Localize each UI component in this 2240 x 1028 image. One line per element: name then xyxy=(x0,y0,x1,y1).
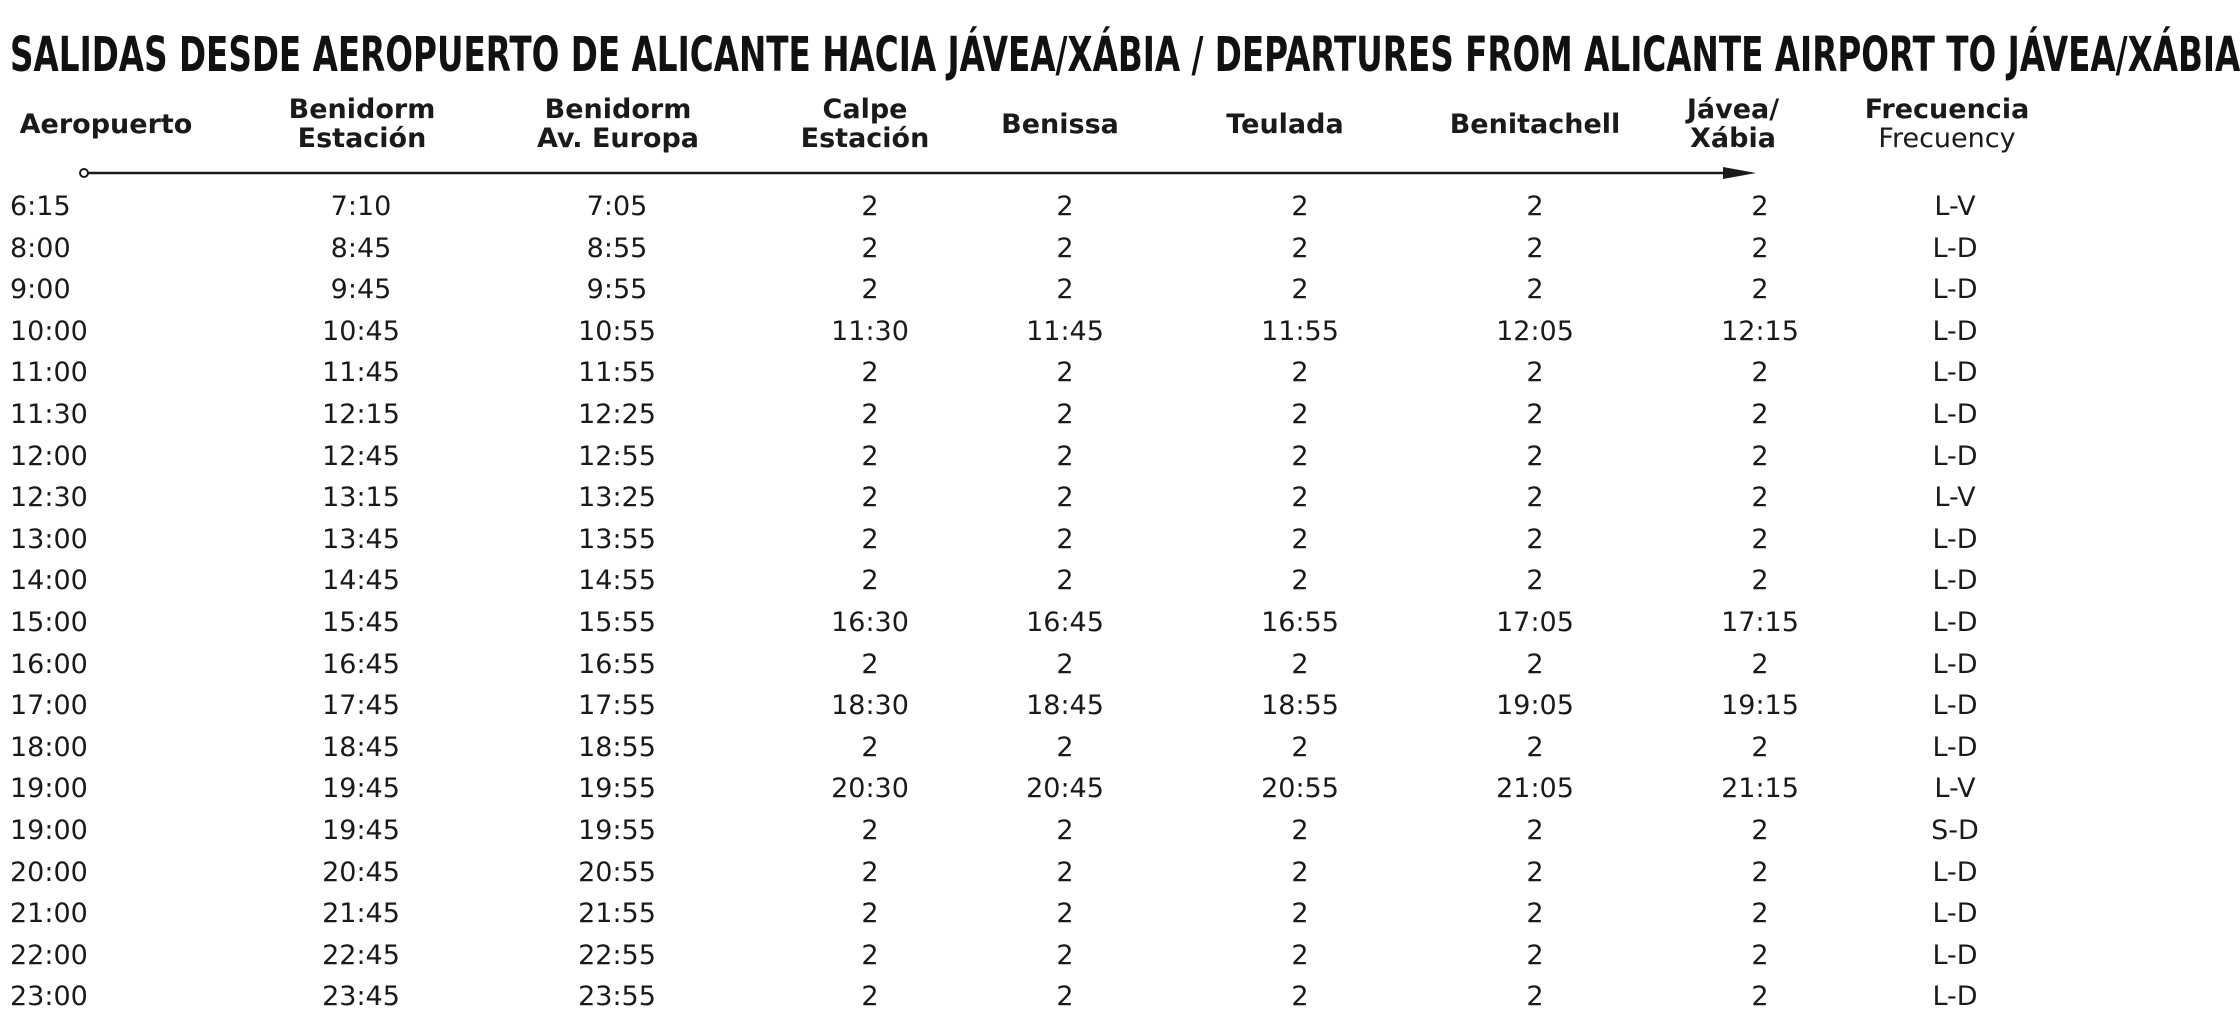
cell-benissa: 2 xyxy=(1056,981,1074,1013)
cell-benidorm-av-europa: 19:55 xyxy=(578,814,656,846)
cell-javea-xabia: 2 xyxy=(1751,565,1769,597)
table-row xyxy=(0,976,2048,1018)
cell-calpe-estacion: 2 xyxy=(861,856,879,888)
cell-benidorm-estacion: 19:45 xyxy=(322,814,400,846)
cell-benidorm-estacion: 13:45 xyxy=(322,523,400,555)
cell-benitachell: 2 xyxy=(1526,357,1544,389)
cell-benitachell: 12:05 xyxy=(1496,315,1574,347)
cell-calpe-estacion: 2 xyxy=(861,191,879,222)
cell-benidorm-av-europa: 9:55 xyxy=(586,274,648,306)
header-frecuencia-line1: Frecuencia xyxy=(1864,94,2030,125)
cell-benidorm-av-europa: 23:55 xyxy=(578,981,656,1013)
cell-teulada: 2 xyxy=(1291,856,1309,888)
cell-benidorm-av-europa: 13:55 xyxy=(578,523,656,555)
cell-benitachell: 2 xyxy=(1526,232,1544,264)
cell-benidorm-av-europa: 12:55 xyxy=(578,440,656,472)
cell-benitachell: 2 xyxy=(1526,939,1544,971)
cell-calpe-estacion: 20:30 xyxy=(831,773,909,805)
cell-benissa: 2 xyxy=(1056,939,1074,971)
cell-javea-xabia: 21:15 xyxy=(1721,773,1799,805)
cell-frecuencia: L-V xyxy=(1934,482,1976,514)
cell-benidorm-estacion: 15:45 xyxy=(322,606,400,638)
cell-javea-xabia: 2 xyxy=(1751,191,1769,222)
cell-frecuencia: L-D xyxy=(1932,232,1978,264)
cell-benidorm-estacion: 18:45 xyxy=(322,731,400,763)
cell-frecuencia: L-D xyxy=(1932,981,1978,1013)
cell-teulada: 2 xyxy=(1291,565,1309,597)
cell-aeropuerto: 16:00 xyxy=(10,648,88,680)
cell-benissa: 2 xyxy=(1056,274,1074,306)
cell-benitachell: 2 xyxy=(1526,814,1544,846)
cell-frecuencia: L-D xyxy=(1932,856,1978,888)
cell-frecuencia: L-D xyxy=(1932,440,1978,472)
cell-teulada: 2 xyxy=(1291,232,1309,264)
header-javea-xabia-line1: Jávea/ xyxy=(1686,94,1780,125)
cell-benidorm-av-europa: 10:55 xyxy=(578,315,656,347)
table-row xyxy=(0,352,2048,394)
cell-benissa: 2 xyxy=(1056,357,1074,389)
cell-frecuencia: L-D xyxy=(1932,357,1978,389)
cell-benidorm-estacion: 14:45 xyxy=(322,565,400,597)
cell-benitachell: 2 xyxy=(1526,398,1544,430)
cell-teulada: 2 xyxy=(1291,357,1309,389)
header-calpe-estacion xyxy=(780,92,950,156)
cell-aeropuerto: 12:30 xyxy=(10,482,88,514)
header-benitachell xyxy=(1420,92,1650,156)
cell-javea-xabia: 17:15 xyxy=(1721,606,1799,638)
cell-teulada: 2 xyxy=(1291,191,1309,222)
cell-benidorm-av-europa: 19:55 xyxy=(578,773,656,805)
cell-benissa: 2 xyxy=(1056,731,1074,763)
cell-aeropuerto: 12:00 xyxy=(10,440,88,472)
cell-aeropuerto: 19:00 xyxy=(10,814,88,846)
table-row xyxy=(0,394,2048,436)
cell-benissa: 18:45 xyxy=(1026,690,1104,722)
cell-calpe-estacion: 2 xyxy=(861,357,879,389)
cell-benidorm-av-europa: 12:25 xyxy=(578,398,656,430)
cell-javea-xabia: 2 xyxy=(1751,523,1769,555)
cell-benitachell: 2 xyxy=(1526,191,1544,222)
cell-calpe-estacion: 2 xyxy=(861,523,879,555)
cell-javea-xabia: 2 xyxy=(1751,731,1769,763)
header-benissa-line1: Benissa xyxy=(1001,108,1119,140)
cell-benidorm-av-europa: 20:55 xyxy=(578,856,656,888)
header-aeropuerto xyxy=(8,92,204,156)
header-benidorm-av-europa-line1: Benidorm xyxy=(544,94,692,125)
cell-benitachell: 2 xyxy=(1526,856,1544,888)
cell-javea-xabia: 2 xyxy=(1751,232,1769,264)
cell-calpe-estacion: 2 xyxy=(861,648,879,680)
cell-calpe-estacion: 16:30 xyxy=(831,606,909,638)
cell-benidorm-estacion: 12:15 xyxy=(322,398,400,430)
timetable-body xyxy=(0,186,2048,1018)
table-row xyxy=(0,311,2048,353)
cell-benidorm-estacion: 10:45 xyxy=(322,315,400,347)
cell-aeropuerto: 9:00 xyxy=(10,274,71,306)
table-row xyxy=(0,685,2048,727)
cell-benidorm-estacion: 11:45 xyxy=(322,357,400,389)
cell-teulada: 2 xyxy=(1291,898,1309,930)
table-row xyxy=(0,436,2048,478)
table-row xyxy=(0,228,2048,270)
cell-teulada: 2 xyxy=(1291,482,1309,514)
cell-frecuencia: L-D xyxy=(1932,731,1978,763)
cell-benidorm-estacion: 22:45 xyxy=(322,939,400,971)
cell-javea-xabia: 2 xyxy=(1751,981,1769,1013)
cell-aeropuerto: 13:00 xyxy=(10,523,88,555)
cell-calpe-estacion: 2 xyxy=(861,939,879,971)
cell-aeropuerto: 15:00 xyxy=(10,606,88,638)
cell-benitachell: 2 xyxy=(1526,523,1544,555)
cell-aeropuerto: 11:00 xyxy=(10,357,88,389)
table-row xyxy=(0,519,2048,561)
cell-benissa: 2 xyxy=(1056,565,1074,597)
cell-calpe-estacion: 2 xyxy=(861,731,879,763)
header-benidorm-estacion xyxy=(262,92,462,156)
cell-aeropuerto: 17:00 xyxy=(10,690,88,722)
cell-teulada: 2 xyxy=(1291,523,1309,555)
header-benidorm-av-europa-line2: Av. Europa xyxy=(536,123,700,154)
cell-benidorm-estacion: 12:45 xyxy=(322,440,400,472)
cell-benissa: 2 xyxy=(1056,398,1074,430)
cell-aeropuerto: 20:00 xyxy=(10,856,88,888)
cell-aeropuerto: 11:30 xyxy=(10,398,88,430)
cell-benitachell: 2 xyxy=(1526,440,1544,472)
cell-javea-xabia: 2 xyxy=(1751,856,1769,888)
table-row xyxy=(0,644,2048,686)
cell-benidorm-av-europa: 16:55 xyxy=(578,648,656,680)
cell-frecuencia: L-D xyxy=(1932,274,1978,306)
cell-teulada: 2 xyxy=(1291,731,1309,763)
cell-teulada: 18:55 xyxy=(1261,690,1339,722)
cell-frecuencia: L-D xyxy=(1932,315,1978,347)
cell-frecuencia: L-D xyxy=(1932,898,1978,930)
cell-aeropuerto: 8:00 xyxy=(10,232,71,264)
cell-frecuencia: L-D xyxy=(1932,565,1978,597)
cell-benissa: 20:45 xyxy=(1026,773,1104,805)
header-calpe-estacion-line1: Calpe xyxy=(822,94,908,125)
cell-benissa: 11:45 xyxy=(1026,315,1104,347)
cell-teulada: 11:55 xyxy=(1261,315,1339,347)
cell-javea-xabia: 2 xyxy=(1751,482,1769,514)
cell-teulada: 2 xyxy=(1291,398,1309,430)
cell-javea-xabia: 2 xyxy=(1751,898,1769,930)
cell-aeropuerto: 10:00 xyxy=(10,315,88,347)
cell-teulada: 2 xyxy=(1291,939,1309,971)
cell-benidorm-av-europa: 7:05 xyxy=(586,191,648,222)
header-frecuencia xyxy=(1850,92,2044,156)
cell-benidorm-estacion: 7:10 xyxy=(330,191,392,222)
cell-benidorm-av-europa: 21:55 xyxy=(578,898,656,930)
header-teulada-line1: Teulada xyxy=(1226,108,1344,140)
header-javea-xabia-line2: Xábia xyxy=(1690,123,1776,154)
cell-aeropuerto: 6:15 xyxy=(10,191,71,222)
cell-benissa: 2 xyxy=(1056,856,1074,888)
table-row xyxy=(0,852,2048,894)
cell-benitachell: 19:05 xyxy=(1496,690,1574,722)
table-row xyxy=(0,810,2048,852)
table-row xyxy=(0,269,2048,311)
cell-benissa: 16:45 xyxy=(1026,606,1104,638)
cell-benissa: 2 xyxy=(1056,232,1074,264)
cell-benitachell: 2 xyxy=(1526,898,1544,930)
cell-benidorm-av-europa: 11:55 xyxy=(578,357,656,389)
cell-benitachell: 2 xyxy=(1526,981,1544,1013)
cell-calpe-estacion: 2 xyxy=(861,981,879,1013)
footnote xyxy=(10,1014,2040,1028)
cell-frecuencia: L-V xyxy=(1934,191,1976,222)
cell-benitachell: 2 xyxy=(1526,482,1544,514)
cell-benidorm-estacion: 19:45 xyxy=(322,773,400,805)
cell-calpe-estacion: 2 xyxy=(861,565,879,597)
cell-aeropuerto: 18:00 xyxy=(10,731,88,763)
header-benidorm-av-europa xyxy=(518,92,718,156)
cell-calpe-estacion: 2 xyxy=(861,898,879,930)
cell-benissa: 2 xyxy=(1056,482,1074,514)
cell-benitachell: 2 xyxy=(1526,274,1544,306)
cell-benitachell: 2 xyxy=(1526,648,1544,680)
cell-benidorm-av-europa: 14:55 xyxy=(578,565,656,597)
cell-benidorm-av-europa: 13:25 xyxy=(578,482,656,514)
cell-benissa: 2 xyxy=(1056,523,1074,555)
table-row xyxy=(0,935,2048,977)
header-javea-xabia xyxy=(1668,92,1798,156)
cell-teulada: 2 xyxy=(1291,814,1309,846)
cell-benissa: 2 xyxy=(1056,898,1074,930)
cell-benidorm-av-europa: 8:55 xyxy=(586,232,648,264)
cell-frecuencia: L-D xyxy=(1932,648,1978,680)
header-frecuencia-line2: Frecuency xyxy=(1878,123,2016,154)
table-row xyxy=(0,186,2048,228)
table-row xyxy=(0,768,2048,810)
header-benidorm-estacion-line2: Estación xyxy=(297,123,427,154)
cell-benidorm-av-europa: 17:55 xyxy=(578,690,656,722)
cell-aeropuerto: 22:00 xyxy=(10,939,88,971)
cell-javea-xabia: 12:15 xyxy=(1721,315,1799,347)
header-benitachell-line1: Benitachell xyxy=(1449,108,1621,140)
cell-frecuencia: L-D xyxy=(1932,398,1978,430)
cell-calpe-estacion: 2 xyxy=(861,398,879,430)
cell-teulada: 20:55 xyxy=(1261,773,1339,805)
cell-benidorm-av-europa: 18:55 xyxy=(578,731,656,763)
cell-javea-xabia: 2 xyxy=(1751,939,1769,971)
cell-aeropuerto: 21:00 xyxy=(10,898,88,930)
cell-benissa: 2 xyxy=(1056,814,1074,846)
table-row xyxy=(0,893,2048,935)
cell-benitachell: 17:05 xyxy=(1496,606,1574,638)
header-benissa xyxy=(975,92,1145,156)
cell-javea-xabia: 2 xyxy=(1751,357,1769,389)
cell-calpe-estacion: 2 xyxy=(861,814,879,846)
cell-frecuencia: S-D xyxy=(1931,814,1979,846)
header-benidorm-estacion-line1: Benidorm xyxy=(288,94,436,125)
cell-calpe-estacion: 11:30 xyxy=(831,315,909,347)
cell-benitachell: 2 xyxy=(1526,565,1544,597)
cell-frecuencia: L-D xyxy=(1932,690,1978,722)
table-row xyxy=(0,602,2048,644)
cell-benidorm-estacion: 21:45 xyxy=(322,898,400,930)
cell-benidorm-av-europa: 15:55 xyxy=(578,606,656,638)
cell-teulada: 2 xyxy=(1291,648,1309,680)
cell-frecuencia: L-D xyxy=(1932,939,1978,971)
cell-calpe-estacion: 2 xyxy=(861,274,879,306)
cell-benidorm-estacion: 13:15 xyxy=(322,482,400,514)
header-teulada xyxy=(1200,92,1370,156)
cell-benidorm-estacion: 17:45 xyxy=(322,690,400,722)
cell-calpe-estacion: 2 xyxy=(861,440,879,472)
cell-javea-xabia: 2 xyxy=(1751,814,1769,846)
cell-benissa: 2 xyxy=(1056,648,1074,680)
cell-calpe-estacion: 2 xyxy=(861,482,879,514)
page-title: SALIDAS DESDE AEROPUERTO DE ALICANTE HACIA JÁVEA/XÁBIA / DEPARTURES FROM ALICANTE AIRPORT TO JÁVEA/XÁBIA xyxy=(10,27,2240,83)
cell-benidorm-estacion: 8:45 xyxy=(330,232,392,264)
table-row xyxy=(0,477,2048,519)
table-row xyxy=(0,560,2048,602)
cell-javea-xabia: 2 xyxy=(1751,648,1769,680)
cell-calpe-estacion: 18:30 xyxy=(831,690,909,722)
cell-benidorm-estacion: 23:45 xyxy=(322,981,400,1013)
cell-frecuencia: L-V xyxy=(1934,773,1976,805)
cell-benidorm-estacion: 9:45 xyxy=(330,274,392,306)
cell-javea-xabia: 19:15 xyxy=(1721,690,1799,722)
cell-javea-xabia: 2 xyxy=(1751,274,1769,306)
cell-javea-xabia: 2 xyxy=(1751,398,1769,430)
cell-aeropuerto: 19:00 xyxy=(10,773,88,805)
cell-benidorm-av-europa: 22:55 xyxy=(578,939,656,971)
cell-aeropuerto: 14:00 xyxy=(10,565,88,597)
cell-calpe-estacion: 2 xyxy=(861,232,879,264)
cell-benidorm-estacion: 20:45 xyxy=(322,856,400,888)
cell-teulada: 2 xyxy=(1291,440,1309,472)
cell-frecuencia: L-D xyxy=(1932,606,1978,638)
cell-benidorm-estacion: 16:45 xyxy=(322,648,400,680)
cell-benissa: 2 xyxy=(1056,191,1074,222)
header-aeropuerto-line1: Aeropuerto xyxy=(19,108,193,140)
cell-benitachell: 21:05 xyxy=(1496,773,1574,805)
cell-teulada: 16:55 xyxy=(1261,606,1339,638)
cell-javea-xabia: 2 xyxy=(1751,440,1769,472)
cell-frecuencia: L-D xyxy=(1932,523,1978,555)
header-calpe-estacion-line2: Estación xyxy=(800,123,930,154)
cell-teulada: 2 xyxy=(1291,981,1309,1013)
route-arrow-icon xyxy=(78,166,1758,180)
cell-benissa: 2 xyxy=(1056,440,1074,472)
cell-teulada: 2 xyxy=(1291,274,1309,306)
cell-aeropuerto: 23:00 xyxy=(10,981,88,1013)
table-row xyxy=(0,727,2048,769)
cell-benitachell: 2 xyxy=(1526,731,1544,763)
